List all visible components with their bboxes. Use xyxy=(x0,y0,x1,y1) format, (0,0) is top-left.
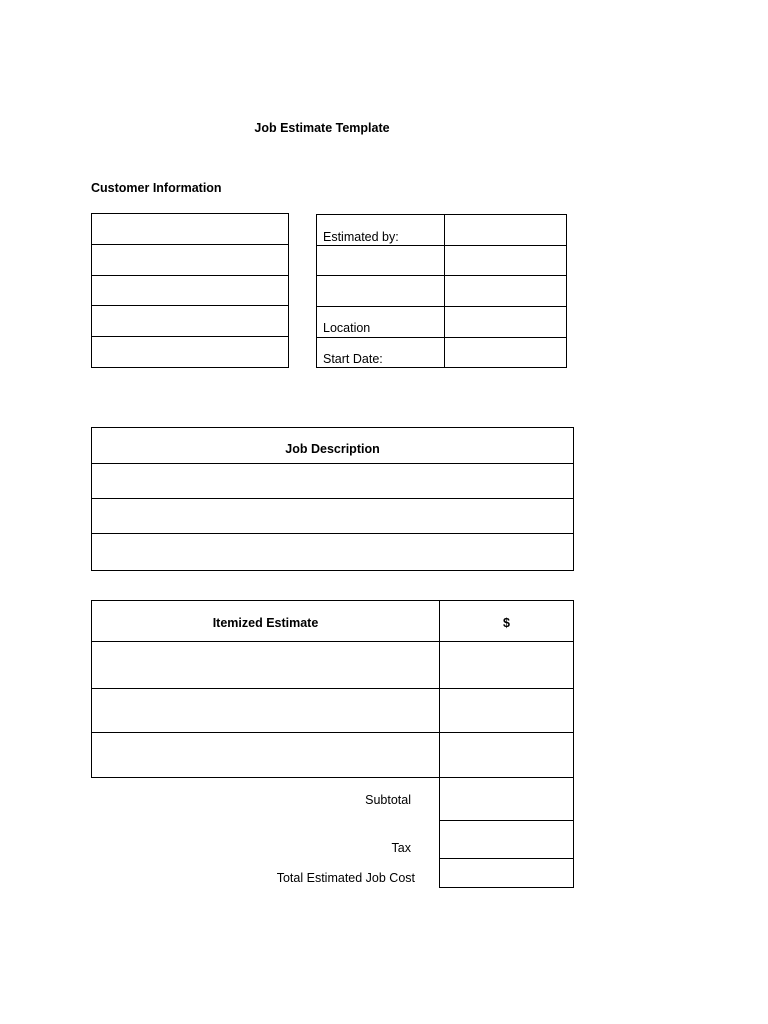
amount-header-cell xyxy=(439,600,574,642)
amount-header: $ xyxy=(503,616,510,630)
subtotal-field[interactable] xyxy=(439,777,574,821)
estimated-by-label: Estimated by: xyxy=(323,230,399,244)
start-date-label: Start Date: xyxy=(323,352,383,366)
estimated-by-label-cell xyxy=(316,214,445,246)
job-description-row[interactable] xyxy=(91,533,574,571)
itemized-estimate-header: Itemized Estimate xyxy=(212,616,319,630)
location-field[interactable] xyxy=(444,306,567,338)
estimate-label-cell xyxy=(316,245,445,276)
tax-field[interactable] xyxy=(439,820,574,859)
total-estimated-job-cost-label: Total Estimated Job Cost xyxy=(276,871,415,885)
estimate-field[interactable] xyxy=(444,245,567,276)
total-estimated-job-cost-field[interactable] xyxy=(439,858,574,888)
job-description-header: Job Description xyxy=(285,442,380,456)
estimate-item-field[interactable] xyxy=(91,732,440,778)
estimated-by-field[interactable] xyxy=(444,214,567,246)
start-date-field[interactable] xyxy=(444,337,567,368)
job-description-row[interactable] xyxy=(91,498,574,534)
estimate-amount-field[interactable] xyxy=(439,732,574,778)
start-date-label-cell xyxy=(316,337,445,368)
tax-label: Tax xyxy=(391,841,411,855)
estimate-label-cell xyxy=(316,275,445,307)
customer-info-field[interactable] xyxy=(91,336,289,368)
subtotal-label: Subtotal xyxy=(365,793,411,807)
estimate-amount-field[interactable] xyxy=(439,688,574,733)
customer-info-field[interactable] xyxy=(91,305,289,337)
customer-info-field[interactable] xyxy=(91,213,289,245)
estimate-field[interactable] xyxy=(444,275,567,307)
customer-information-heading: Customer Information xyxy=(91,181,222,195)
estimate-item-field[interactable] xyxy=(91,641,440,689)
location-label: Location xyxy=(323,321,371,335)
estimate-amount-field[interactable] xyxy=(439,641,574,689)
customer-info-field[interactable] xyxy=(91,244,289,276)
customer-info-field[interactable] xyxy=(91,275,289,306)
job-description-row[interactable] xyxy=(91,463,574,499)
job-description-header-cell xyxy=(91,427,574,464)
location-label-cell xyxy=(316,306,445,338)
estimate-item-field[interactable] xyxy=(91,688,440,733)
itemized-estimate-header-cell xyxy=(91,600,440,642)
page-title: Job Estimate Template xyxy=(254,121,390,135)
